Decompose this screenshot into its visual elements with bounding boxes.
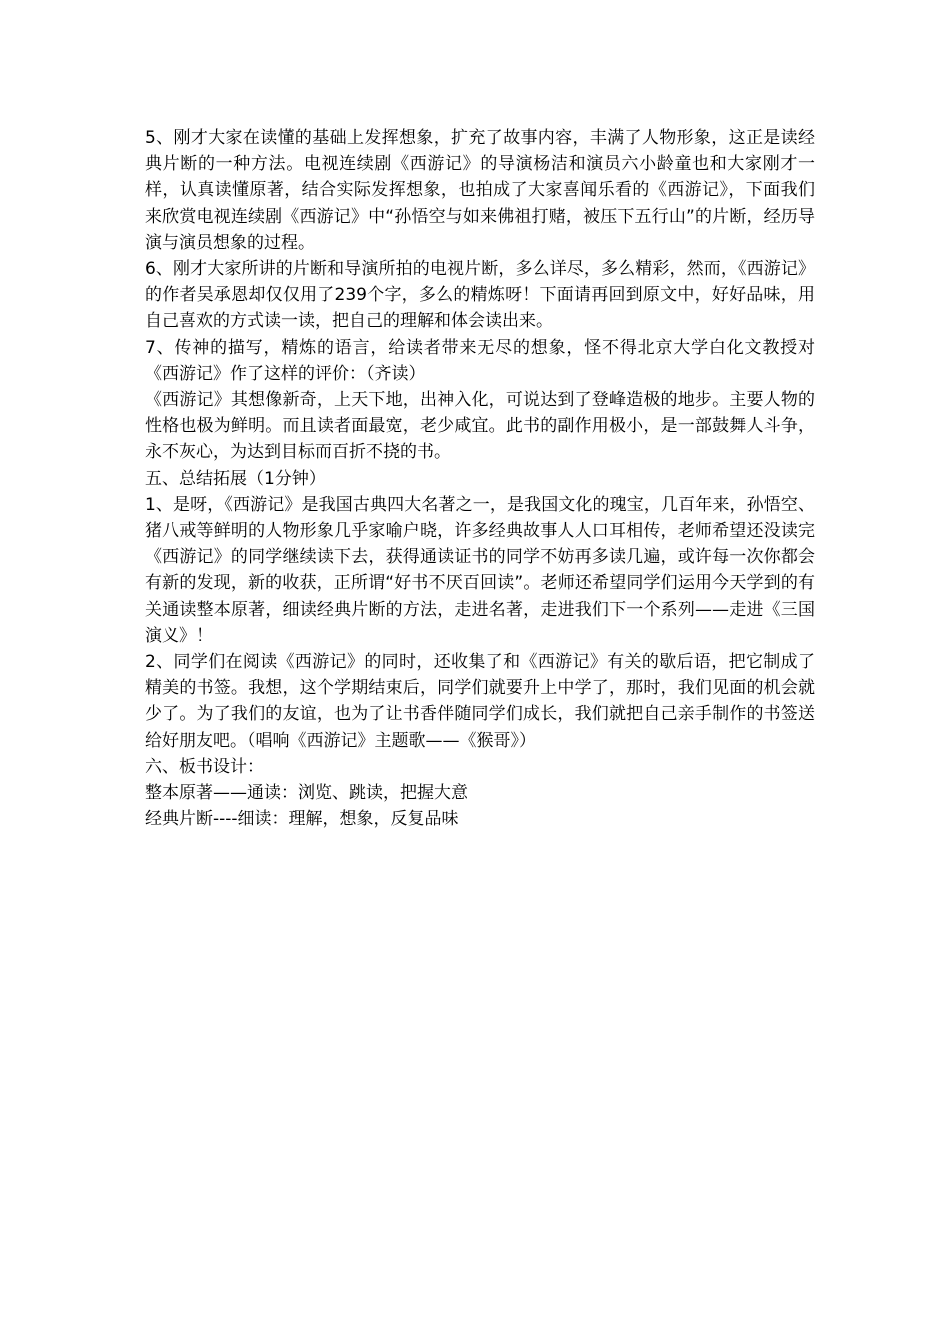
board-line-2: 经典片断----细读：理解，想象，反复品味: [145, 809, 459, 830]
paragraph-summary-1: 1、是呀，《西游记》是我国古典四大名著之一，是我国文化的瑰宝，几百年来，孙悟空、猪八戒等鲜明的人物形象几乎家喻户晓，许多经典故事人人口耳相传，老师希望还没读完《西游记》的同学继续读下去，获得通读证书的同学不妨再多读几遍，或许每一次你都会有新的发现，新的收获，正所谓“好书不厌百回读”。老师还希望同学们运用今天学到的有关通读整本原著，细读经典片断的方法，走进名著，走进我们下一个系列——走进《三国演义》！: [145, 494, 815, 646]
paragraph-step-6: 6、刚才大家所讲的片断和导演所拍的电视片断，多么详尽，多么精彩，然而，《西游记》的作者吴承恩却仅仅用了239个字，多么的精炼呀！下面请再回到原文中，好好品味，用自己喜欢的方式读一读，把自己的理解和体会读出来。: [145, 259, 815, 332]
board-line-1: 整本原著——通读：浏览、跳读，把握大意: [145, 783, 468, 804]
quote-paragraph: 《西游记》其想像新奇，上天下地，出神入化，可说达到了登峰造极的地步。主要人物的性格也极为鲜明。而且读者面最宽，老少咸宜。此书的副作用极小，是一部鼓舞人斗争，永不灰心，为达到目标而百折不挠的书。: [145, 390, 815, 463]
section-heading-summary: 五、总结拓展（1分钟）: [145, 468, 326, 489]
paragraph-step-5: 5、刚才大家在读懂的基础上发挥想象，扩充了故事内容，丰满了人物形象，这正是读经典片断的一种方法。电视连续剧《西游记》的导演杨洁和演员六小龄童也和大家刚才一样，认真读懂原著，结合实际发挥想象，也拍成了大家喜闻乐看的《西游记》，下面我们来欣赏电视连续剧《西游记》中“孙悟空与如来佛祖打赌，被压下五行山”的片断，经历导演与演员想象的过程。: [145, 128, 815, 253]
document-page: [145, 125, 815, 832]
paragraph-summary-2: 2、同学们在阅读《西游记》的同时，还收集了和《西游记》有关的歇后语，把它制成了精美的书签。我想，这个学期结束后，同学们就要升上中学了，那时，我们见面的机会就少了。为了我们的友谊，也为了让书香伴随同学们成长，我们就把自己亲手制作的书签送给好朋友吧。（唱响《西游记》主题歌——《猴哥》）: [145, 652, 815, 751]
section-heading-board-design: 六、板书设计：: [145, 756, 264, 777]
paragraph-step-7: 7、传神的描写，精炼的语言，给读者带来无尽的想象，怪不得北京大学白化文教授对《西游记》作了这样的评价：（齐读）: [145, 337, 815, 384]
